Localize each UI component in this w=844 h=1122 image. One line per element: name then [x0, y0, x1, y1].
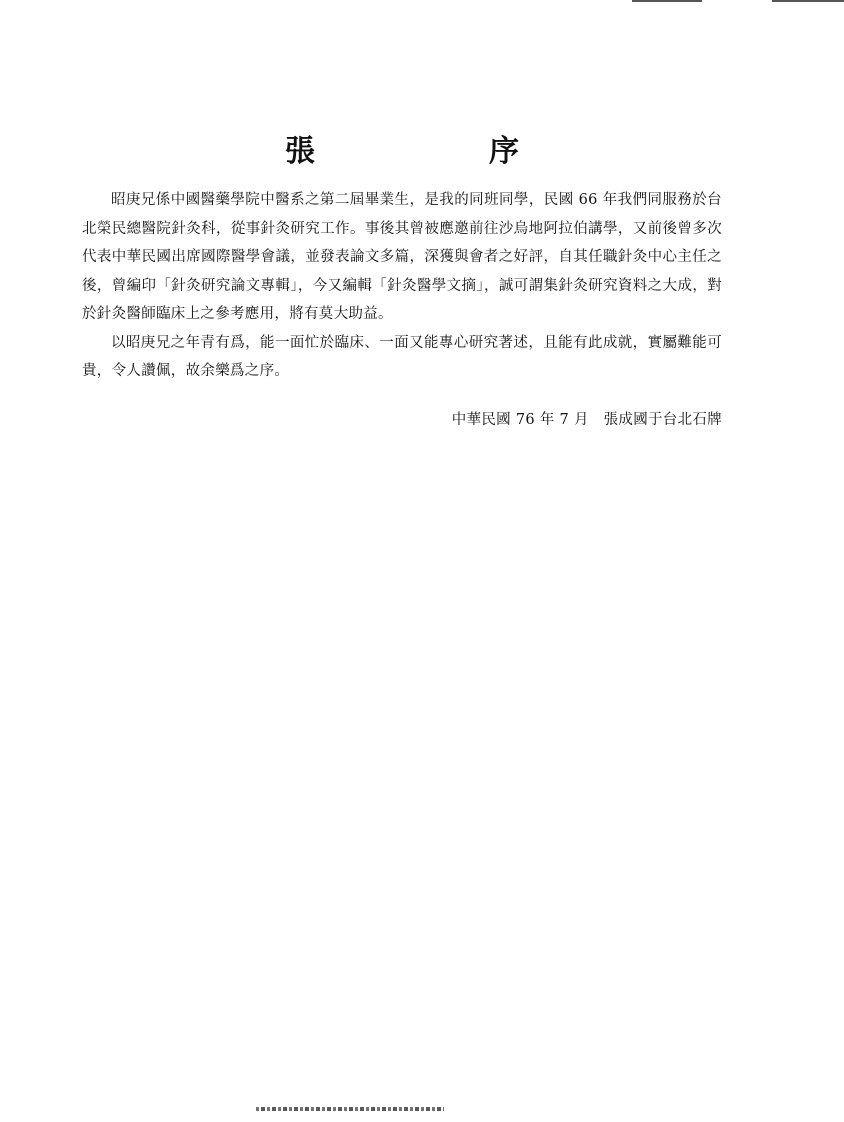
- scan-edge-mark-left: [632, 0, 702, 2]
- preface-signature: 中華民國 76 年 7 月 張成國于台北石牌: [451, 411, 722, 428]
- preface-title: 張 序: [285, 134, 591, 169]
- preface-paragraph-2: 以昭庚兄之年青有爲，能一面忙於臨床、一面又能專心研究著述，且能有此成就，實屬難能可貴，令人讚佩，故余樂爲之序。: [82, 334, 722, 379]
- preface-page: [82, 132, 722, 434]
- scan-artifact: [256, 1107, 444, 1111]
- preface-paragraph-1: 昭庚兄係中國醫藥學院中醫系之第二屆畢業生，是我的同班同學，民國 66 年我們同服務於台北榮民總醫院針灸科，從事針灸研究工作。事後其曾被應邀前往沙烏地阿拉伯講學，又前後曾多次代表中華民國出席國際醫學會議，並發表論文多篇，深獲與會者之好評，自其任職針灸中心主任之後，曾編印「針灸研究論文專輯」，今又編輯「針灸醫學文摘」，誠可謂集針灸研究資料之大成，對於針灸醫師臨床上之參考應用，將有莫大助益。: [82, 192, 722, 322]
- scan-edge-mark-right: [772, 0, 844, 2]
